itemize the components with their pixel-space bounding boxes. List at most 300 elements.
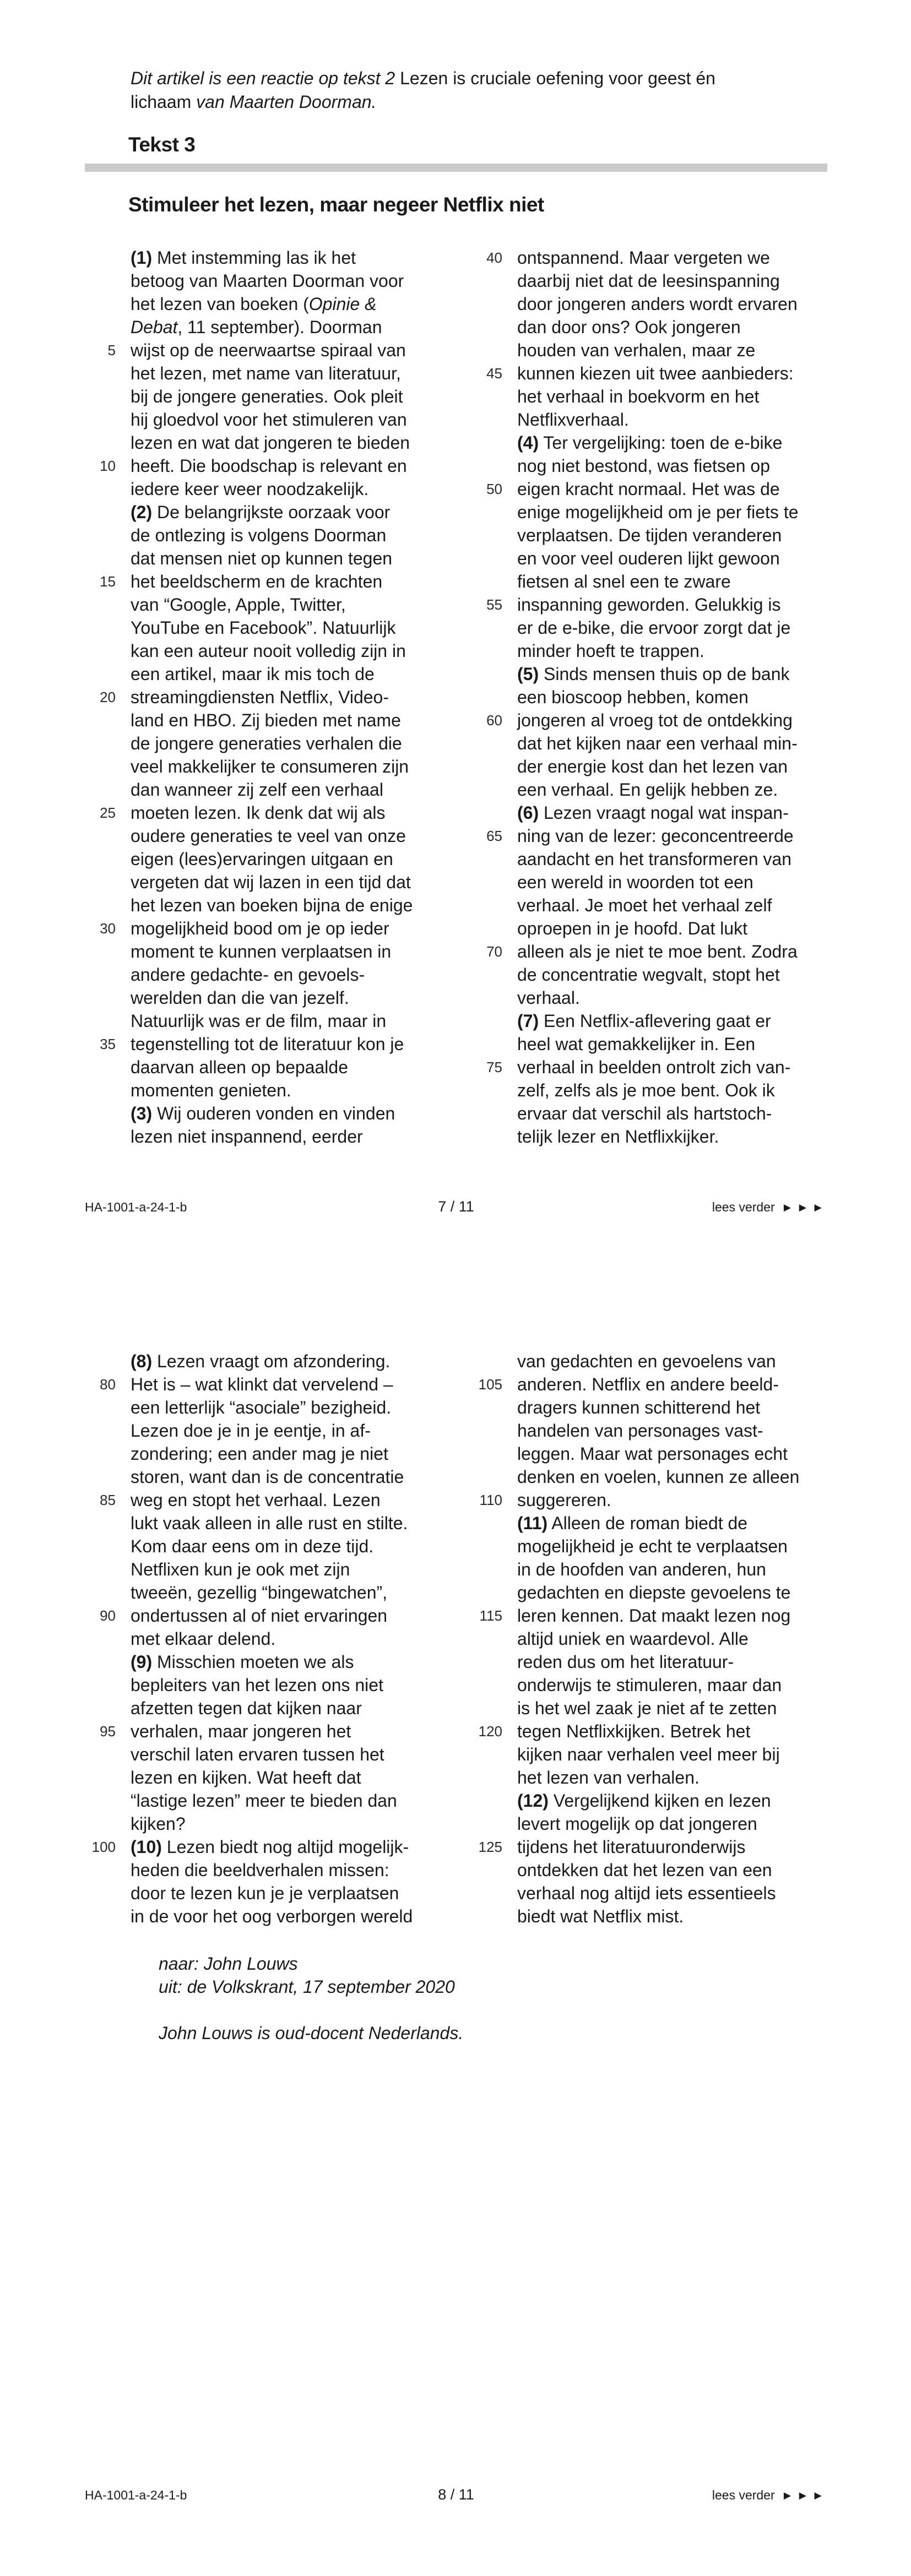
line-number bbox=[85, 362, 116, 385]
text-line bbox=[85, 801, 413, 824]
line-number bbox=[471, 269, 502, 292]
line-number bbox=[471, 1627, 502, 1650]
text-line bbox=[85, 1009, 413, 1032]
line-text: zelf, zelfs als je moe bent. Ook ik bbox=[517, 1080, 775, 1100]
line-text: Kom daar eens om in deze tijd. bbox=[131, 1536, 374, 1556]
text-line bbox=[85, 1882, 413, 1905]
line-text: (12) Vergelijkend kijken en lezen bbox=[517, 1791, 771, 1811]
text-line bbox=[85, 501, 413, 524]
line-number bbox=[471, 385, 502, 408]
line-text: daarbij niet dat de leesinspanning bbox=[517, 271, 780, 291]
line-number bbox=[85, 1350, 116, 1373]
line-number bbox=[85, 1535, 116, 1558]
text-line bbox=[471, 292, 799, 316]
line-text: moeten lezen. Ik denk dat wij als bbox=[131, 803, 386, 823]
line-text: het lezen, met name van literatuur, bbox=[131, 363, 401, 383]
line-number bbox=[85, 1125, 116, 1148]
intro-text bbox=[131, 67, 715, 114]
line-text: bij de jongere generaties. Ook pleit bbox=[131, 387, 403, 406]
line-text: reden dus om het literatuur- bbox=[517, 1652, 734, 1672]
line-number: 10 bbox=[100, 458, 116, 474]
line-text: Debat, 11 september). Doorman bbox=[131, 317, 382, 337]
line-text: het verhaal in boekvorm en het bbox=[517, 387, 760, 406]
line-number bbox=[85, 871, 116, 894]
line-number bbox=[471, 1350, 502, 1373]
line-text: land en HBO. Zij bieden met name bbox=[131, 710, 401, 730]
text-line bbox=[471, 709, 799, 732]
line-text: lezen niet inspannend, eerder bbox=[131, 1127, 363, 1146]
text-line bbox=[85, 1673, 413, 1697]
line-text: telijk lezer en Netflixkijker. bbox=[517, 1127, 719, 1146]
line-text: biedt wat Netflix mist. bbox=[517, 1906, 684, 1926]
text-line bbox=[471, 1789, 799, 1812]
line-text: in de hoofden van anderen, hun bbox=[517, 1559, 766, 1579]
line-number: 90 bbox=[100, 1607, 116, 1624]
line-text: mogelijkheid bood om je op ieder bbox=[131, 919, 389, 938]
line-number bbox=[471, 1766, 502, 1789]
line-text: betoog van Maarten Doorman voor bbox=[131, 271, 404, 291]
section-divider bbox=[85, 164, 827, 172]
line-text: denken en voelen, kunnen ze alleen bbox=[517, 1467, 800, 1487]
line-text: dragers kunnen schitterend het bbox=[517, 1398, 761, 1417]
attribution-line: John Louws is oud-docent Nederlands. bbox=[159, 2023, 464, 2043]
line-number: 35 bbox=[100, 1036, 116, 1052]
text-line bbox=[471, 316, 799, 339]
line-text: YouTube en Facebook”. Natuurlijk bbox=[131, 618, 396, 638]
text-line bbox=[85, 1743, 413, 1766]
line-number bbox=[85, 1650, 116, 1673]
text-line bbox=[471, 1056, 799, 1079]
line-text: heden die beeldverhalen missen: bbox=[131, 1860, 389, 1880]
line-text: alleen als je niet te moe bent. Zodra bbox=[517, 942, 798, 961]
referenced-title-text: lichaam bbox=[131, 92, 197, 112]
text-line bbox=[85, 1697, 413, 1720]
line-text: handelen van personages vast- bbox=[517, 1421, 763, 1441]
text-line bbox=[85, 431, 413, 454]
page-number: 7 / 11 bbox=[438, 1198, 474, 1215]
line-number bbox=[471, 1812, 502, 1835]
text-line bbox=[85, 1905, 413, 1928]
line-text: oproepen in je hoofd. Dat lukt bbox=[517, 919, 748, 938]
text-line bbox=[471, 1535, 799, 1558]
text-line bbox=[85, 339, 413, 362]
line-number bbox=[471, 1673, 502, 1697]
line-text: tweeën, gezellig “bingewatchen”, bbox=[131, 1583, 388, 1602]
line-number bbox=[471, 454, 502, 477]
line-number bbox=[471, 801, 502, 824]
line-number: 80 bbox=[100, 1376, 116, 1393]
line-number bbox=[471, 547, 502, 570]
text-line bbox=[85, 1604, 413, 1627]
line-text: (7) Een Netflix-aflevering gaat er bbox=[517, 1011, 771, 1031]
text-line bbox=[471, 778, 799, 801]
text-line bbox=[85, 662, 413, 686]
line-text: tijdens het literatuuronderwijs bbox=[517, 1837, 746, 1857]
text-line bbox=[85, 1650, 413, 1673]
text-line bbox=[471, 1558, 799, 1581]
text-line bbox=[85, 847, 413, 871]
text-line bbox=[85, 1396, 413, 1419]
line-number bbox=[471, 686, 502, 709]
line-number: 85 bbox=[100, 1492, 116, 1508]
text-line bbox=[85, 824, 413, 847]
page-footer bbox=[85, 2486, 827, 2503]
line-text: ondertussen al of niet ervaringen bbox=[131, 1606, 388, 1626]
text-line bbox=[471, 1835, 799, 1858]
line-number bbox=[85, 1442, 116, 1465]
line-number bbox=[471, 1789, 502, 1812]
line-number bbox=[471, 1558, 502, 1581]
line-text: (3) Wij ouderen vonden en vinden bbox=[131, 1104, 395, 1123]
line-text: storen, want dan is de concentratie bbox=[131, 1467, 404, 1487]
next-arrows-icon: ►►► bbox=[781, 2488, 827, 2502]
line-number: 75 bbox=[486, 1059, 502, 1075]
line-number bbox=[85, 639, 116, 662]
text-line bbox=[471, 801, 799, 824]
text-line bbox=[85, 616, 413, 639]
text-line bbox=[471, 1442, 799, 1465]
text-line bbox=[471, 524, 799, 547]
line-text: een artikel, maar ik mis toch de bbox=[131, 664, 375, 684]
text-line bbox=[85, 477, 413, 501]
text-line bbox=[471, 1350, 799, 1373]
line-text: de ontlezing is volgens Doorman bbox=[131, 525, 387, 545]
line-text: verhaal. Je moet het verhaal zelf bbox=[517, 895, 772, 915]
line-number bbox=[471, 1102, 502, 1125]
line-text: kan een auteur nooit volledig zijn in bbox=[131, 641, 406, 661]
line-number: 115 bbox=[479, 1607, 502, 1624]
line-number bbox=[85, 1079, 116, 1102]
continue-label bbox=[474, 2488, 827, 2503]
text-line bbox=[471, 1512, 799, 1535]
text-line bbox=[471, 501, 799, 524]
line-text: dan wanneer zij zelf een verhaal bbox=[131, 780, 383, 800]
line-number bbox=[85, 1102, 116, 1125]
text-line bbox=[471, 894, 799, 917]
text-line bbox=[471, 1650, 799, 1673]
line-text: het lezen van verhalen. bbox=[517, 1768, 699, 1787]
line-number bbox=[85, 385, 116, 408]
line-number bbox=[85, 431, 116, 454]
line-number bbox=[85, 1882, 116, 1905]
text-line bbox=[471, 1766, 799, 1789]
line-number bbox=[471, 732, 502, 755]
line-number bbox=[85, 894, 116, 917]
line-text: oudere generaties te veel van onze bbox=[131, 826, 406, 846]
line-number: 40 bbox=[486, 249, 502, 266]
line-text: iedere keer weer noodzakelijk. bbox=[131, 479, 369, 499]
line-text: onderwijs te stimuleren, maar dan bbox=[517, 1675, 782, 1695]
line-text: (10) Lezen biedt nog altijd mogelijk- bbox=[131, 1837, 409, 1857]
line-number bbox=[471, 917, 502, 940]
text-line bbox=[85, 1720, 413, 1743]
line-number bbox=[471, 1535, 502, 1558]
text-line bbox=[85, 1766, 413, 1789]
line-text: (8) Lezen vraagt om afzondering. bbox=[131, 1351, 391, 1371]
line-text: Natuurlijk was er de film, maar in bbox=[131, 1011, 387, 1031]
line-number bbox=[471, 1032, 502, 1056]
text-line bbox=[85, 1581, 413, 1604]
text-line bbox=[471, 1125, 799, 1148]
line-number bbox=[85, 847, 116, 871]
text-line bbox=[85, 316, 413, 339]
line-text: afzetten tegen dat kijken naar bbox=[131, 1698, 362, 1718]
line-number bbox=[85, 408, 116, 431]
line-number bbox=[471, 894, 502, 917]
line-number bbox=[85, 1858, 116, 1882]
line-text: Het is – wat klinkt dat vervelend – bbox=[131, 1374, 393, 1394]
text-line bbox=[471, 1720, 799, 1743]
text-line bbox=[471, 246, 799, 269]
line-text: lezen en kijken. Wat heeft dat bbox=[131, 1768, 361, 1787]
text-line bbox=[85, 917, 413, 940]
line-number bbox=[85, 1812, 116, 1835]
line-number bbox=[85, 1558, 116, 1581]
line-number bbox=[85, 1465, 116, 1488]
continue-text: lees verder bbox=[712, 2488, 775, 2502]
text-line bbox=[471, 593, 799, 616]
line-number: 20 bbox=[100, 689, 116, 705]
line-text: het lezen van boeken bijna de enige bbox=[131, 895, 413, 915]
line-text: lezen en wat dat jongeren te bieden bbox=[131, 433, 410, 453]
text-line bbox=[471, 1079, 799, 1102]
line-text: bepleiters van het lezen ons niet bbox=[131, 1675, 383, 1695]
line-number bbox=[85, 1056, 116, 1079]
text-line bbox=[85, 732, 413, 755]
text-column-right bbox=[471, 246, 799, 1148]
line-number bbox=[471, 662, 502, 686]
section-label: Tekst 3 bbox=[128, 133, 196, 156]
line-number bbox=[85, 524, 116, 547]
intro-line bbox=[131, 90, 715, 114]
text-line bbox=[471, 1465, 799, 1488]
line-number bbox=[85, 940, 116, 963]
document-code: HA-1001-a-24-1-b bbox=[85, 1200, 187, 1214]
line-number: 70 bbox=[486, 943, 502, 960]
text-line bbox=[471, 686, 799, 709]
line-number bbox=[471, 1905, 502, 1928]
line-number bbox=[471, 1465, 502, 1488]
line-number bbox=[471, 1079, 502, 1102]
line-number: 55 bbox=[486, 596, 502, 613]
text-line bbox=[471, 1812, 799, 1835]
attribution-line bbox=[159, 1998, 463, 2021]
line-number bbox=[85, 1905, 116, 1928]
line-text: een letterlijk “asociale” bezigheid. bbox=[131, 1398, 392, 1417]
line-number bbox=[85, 246, 116, 269]
page-footer bbox=[85, 1198, 827, 1215]
text-line bbox=[85, 1125, 413, 1148]
line-number bbox=[85, 1396, 116, 1419]
text-line bbox=[85, 1512, 413, 1535]
text-line bbox=[85, 524, 413, 547]
text-line bbox=[85, 1102, 413, 1125]
line-text: dat het kijken naar een verhaal min- bbox=[517, 733, 798, 753]
text-line bbox=[471, 1581, 799, 1604]
text-line bbox=[85, 292, 413, 316]
line-text: kunnen kiezen uit twee aanbieders: bbox=[517, 363, 794, 383]
line-number bbox=[471, 316, 502, 339]
text-line bbox=[471, 1009, 799, 1032]
line-number bbox=[85, 778, 116, 801]
line-text: veel makkelijker te consumeren zijn bbox=[131, 757, 409, 776]
line-text: van “Google, Apple, Twitter, bbox=[131, 595, 346, 615]
line-number bbox=[471, 986, 502, 1009]
line-text: dan door ons? Ook jongeren bbox=[517, 317, 741, 337]
text-line bbox=[85, 940, 413, 963]
text-line bbox=[471, 362, 799, 385]
text-column-left bbox=[85, 1350, 413, 1928]
line-number bbox=[471, 524, 502, 547]
line-text: verhaal. bbox=[517, 988, 580, 1008]
line-text: leggen. Maar wat personages echt bbox=[517, 1444, 788, 1464]
line-number bbox=[85, 1581, 116, 1604]
line-text: Netflixen kun je ook met zijn bbox=[131, 1559, 350, 1579]
line-text: verhalen, maar jongeren het bbox=[131, 1721, 351, 1741]
text-line bbox=[85, 385, 413, 408]
line-text: ning van de lezer: geconcentreerde bbox=[517, 826, 794, 846]
text-line bbox=[471, 1488, 799, 1512]
attribution-line: naar: John Louws bbox=[159, 1954, 298, 1974]
line-text: een wereld in woorden tot een bbox=[517, 872, 753, 892]
line-text: van gedachten en gevoelens van bbox=[517, 1351, 776, 1371]
line-number: 45 bbox=[486, 365, 502, 382]
line-number bbox=[471, 1125, 502, 1148]
line-text: een verhaal. En gelijk hebben ze. bbox=[517, 780, 778, 800]
line-text: der energie kost dan het lezen van bbox=[517, 757, 788, 776]
line-text: Netflixverhaal. bbox=[517, 410, 629, 430]
line-number: 95 bbox=[100, 1723, 116, 1740]
line-number bbox=[85, 1627, 116, 1650]
line-number bbox=[471, 408, 502, 431]
line-text: kijken? bbox=[131, 1814, 186, 1834]
text-line bbox=[85, 639, 413, 662]
text-line bbox=[85, 1419, 413, 1442]
line-number bbox=[471, 1650, 502, 1673]
text-line bbox=[85, 1812, 413, 1835]
intro-line bbox=[131, 67, 715, 90]
text-line bbox=[85, 1373, 413, 1396]
text-line bbox=[85, 1056, 413, 1079]
line-text: andere gedachte- en gevoels- bbox=[131, 965, 365, 985]
line-text: moment te kunnen verplaatsen in bbox=[131, 942, 392, 961]
text-line bbox=[471, 339, 799, 362]
text-line bbox=[471, 917, 799, 940]
text-column-left bbox=[85, 246, 413, 1148]
text-line bbox=[85, 246, 413, 269]
page-number: 8 / 11 bbox=[438, 2486, 474, 2503]
line-number bbox=[85, 986, 116, 1009]
text-line bbox=[471, 1743, 799, 1766]
line-number: 5 bbox=[107, 342, 116, 358]
line-text: verhaal nog altijd iets essentieels bbox=[517, 1883, 776, 1903]
line-number: 25 bbox=[100, 805, 116, 821]
line-text: wijst op de neerwaartse spiraal van bbox=[131, 340, 406, 360]
line-number bbox=[471, 1581, 502, 1604]
line-text: en voor veel ouderen lijkt gewoon bbox=[517, 548, 780, 568]
line-text: mogelijkheid je echt te verplaatsen bbox=[517, 1536, 788, 1556]
line-text: altijd uniek en waardevol. Alle bbox=[517, 1629, 749, 1649]
line-number bbox=[85, 1789, 116, 1812]
line-text: verplaatsen. De tijden veranderen bbox=[517, 525, 782, 545]
line-number bbox=[85, 824, 116, 847]
line-text: eigen kracht normaal. Het was de bbox=[517, 479, 780, 499]
text-line bbox=[85, 686, 413, 709]
text-line bbox=[85, 1079, 413, 1102]
line-text: (2) De belangrijkste oorzaak voor bbox=[131, 502, 391, 522]
line-text: eigen (lees)ervaringen uitgaan en bbox=[131, 849, 393, 869]
line-text: jongeren al vroeg tot de ontdekking bbox=[517, 710, 793, 730]
line-number bbox=[85, 1512, 116, 1535]
line-number bbox=[471, 501, 502, 524]
line-number bbox=[471, 871, 502, 894]
line-text: ontspannend. Maar vergeten we bbox=[517, 248, 770, 268]
text-line bbox=[471, 755, 799, 778]
line-text: “lastige lezen” meer te bieden dan bbox=[131, 1791, 397, 1811]
text-line bbox=[85, 709, 413, 732]
line-number bbox=[471, 1442, 502, 1465]
line-number bbox=[85, 1673, 116, 1697]
line-text: lukt vaak alleen in alle rust en stilte. bbox=[131, 1513, 408, 1533]
text-line bbox=[471, 940, 799, 963]
line-number bbox=[85, 732, 116, 755]
line-text: verschil laten ervaren tussen het bbox=[131, 1744, 384, 1764]
line-text: vergeten dat wij lazen in een tijd dat bbox=[131, 872, 411, 892]
line-number bbox=[85, 755, 116, 778]
text-line bbox=[85, 1789, 413, 1812]
line-text: nog niet bestond, was fietsen op bbox=[517, 456, 770, 476]
text-line bbox=[471, 1604, 799, 1627]
text-line bbox=[471, 1102, 799, 1125]
text-line bbox=[85, 570, 413, 593]
line-text: ontdekken dat het lezen van een bbox=[517, 1860, 772, 1880]
line-text: (1) Met instemming las ik het bbox=[131, 248, 356, 268]
line-text: in de voor het oog verborgen wereld bbox=[131, 1906, 413, 1926]
text-line bbox=[85, 1558, 413, 1581]
text-line bbox=[471, 431, 799, 454]
text-line bbox=[85, 755, 413, 778]
line-number: 105 bbox=[478, 1376, 502, 1393]
line-text: houden van verhalen, maar ze bbox=[517, 340, 756, 360]
line-text: de concentratie wegvalt, stopt het bbox=[517, 965, 780, 985]
line-number bbox=[85, 316, 116, 339]
line-number bbox=[85, 963, 116, 986]
line-number bbox=[85, 292, 116, 316]
text-line bbox=[85, 1858, 413, 1882]
line-number: 125 bbox=[478, 1839, 502, 1855]
line-text: een bioscoop hebben, komen bbox=[517, 687, 749, 707]
line-number bbox=[85, 593, 116, 616]
line-text: door te lezen kun je je verplaatsen bbox=[131, 1883, 399, 1903]
line-text: fietsen al snel een te zware bbox=[517, 572, 731, 591]
line-number bbox=[85, 662, 116, 686]
line-text: suggereren. bbox=[517, 1490, 611, 1510]
line-text: het lezen van boeken (Opinie & bbox=[131, 294, 377, 314]
line-text: (9) Misschien moeten we als bbox=[131, 1652, 354, 1672]
text-line bbox=[471, 963, 799, 986]
line-number bbox=[471, 1858, 502, 1882]
text-line bbox=[85, 454, 413, 477]
text-line bbox=[471, 454, 799, 477]
text-line bbox=[85, 1535, 413, 1558]
line-text: (5) Sinds mensen thuis op de bank bbox=[517, 664, 790, 684]
referenced-title-text: Lezen is cruciale oefening voor geest én bbox=[400, 68, 715, 88]
line-number: 15 bbox=[100, 573, 116, 590]
line-number: 100 bbox=[91, 1839, 116, 1855]
text-line bbox=[471, 477, 799, 501]
line-number: 50 bbox=[486, 481, 502, 497]
text-line bbox=[85, 1488, 413, 1512]
